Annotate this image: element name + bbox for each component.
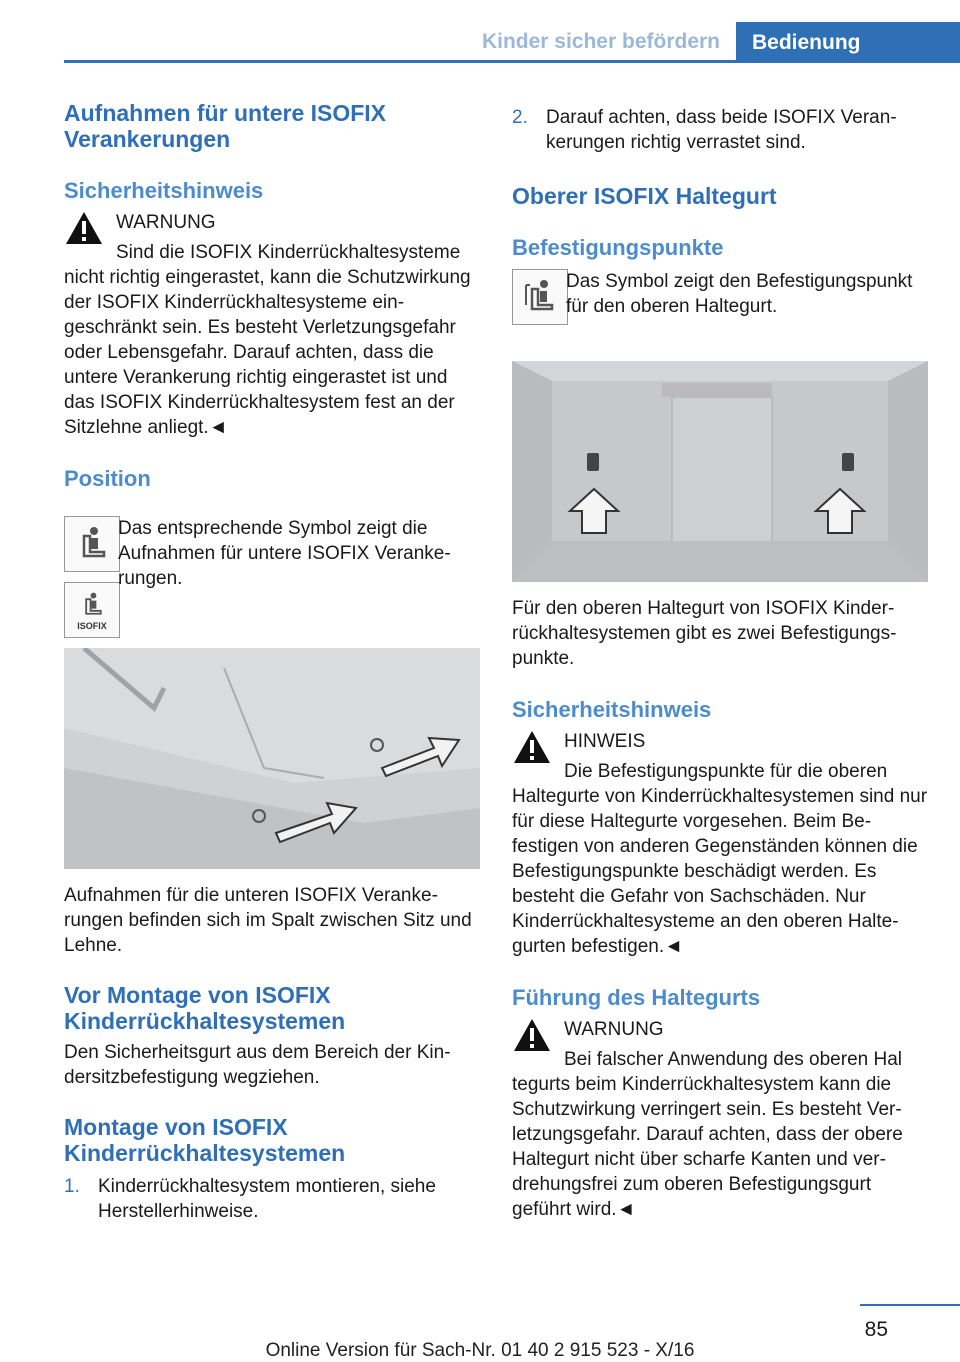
warning-text: tegurts beim Kinderrückhaltesystem kann die Schutzwirkung verringert sein. Es besteht Verletzungsgefahr. Darauf achten, dass der obere Haltegurt nicht über scharfe Kanten und verdrehungsfrei zum oberen Befestigungsgurt geführt wird.◄ — [512, 1074, 903, 1220]
trunk-illustration — [512, 361, 928, 582]
montage-steps-right — [512, 105, 928, 155]
running-header-tab: Bedienung — [736, 22, 960, 63]
hinweis-block — [512, 729, 928, 959]
hinweis-label: HINWEIS — [564, 731, 646, 752]
online-version-footer: Online Version für Sach-Nr. 01 40 2 915 523 - X/16 — [265, 1340, 695, 1361]
page-number: 85 — [864, 1318, 888, 1341]
heading-oberer-haltegurt: Oberer ISOFIX Haltegurt — [512, 183, 777, 209]
warning-block-right — [512, 1017, 928, 1222]
footer-rule — [860, 1304, 960, 1306]
warning-triangle-icon — [512, 729, 552, 765]
warning-text: nicht richtig eingerastet, kann die Schutzwirkung der ISOFIX Kinderrückhaltesysteme eingeschränkt sein. Es besteht Verletzungsgefahr oder Lebensgefahr. Darauf achten, dass die untere Verankerung richtig eingerastet ist und das ISOFIX Kinderrückhaltesystem fest an der Sitzlehne anliegt.◄ — [64, 267, 471, 438]
warning-triangle-icon — [512, 1017, 552, 1053]
step-number: 1. — [64, 1176, 80, 1197]
befestigung-text: Das Symbol zeigt den Befestigungspunkt für den oberen Haltegurt. — [566, 271, 913, 317]
heading-fuehrung: Führung des Haltegurts — [512, 985, 761, 1010]
montage-steps-left — [64, 1174, 480, 1224]
running-header-section: Kinder sicher befördern — [481, 30, 720, 53]
heading-sicherheitshinweis-right: Sicherheitshinweis — [512, 697, 712, 722]
step-text: Kinderrückhaltesystem montieren, siehe Herstellerhinweise. — [98, 1176, 436, 1222]
warning-label: WARNUNG — [116, 212, 216, 233]
step-number: 2. — [512, 107, 528, 128]
heading-aufnahmen: Aufnahmen für untere ISOFIX Verankerungen — [64, 100, 387, 152]
warning-text-first-line: Sind die ISOFIX Kinderrückhaltesysteme — [116, 242, 461, 263]
hinweis-text-first-line: Die Befestigungspunkte für die oberen — [564, 761, 888, 782]
warning-block — [64, 210, 480, 440]
befestigung-symbol-block — [512, 263, 928, 341]
warning-label: WARNUNG — [564, 1019, 664, 1040]
heading-sicherheitshinweis: Sicherheitshinweis — [64, 178, 264, 203]
list-item — [512, 105, 928, 155]
list-item — [64, 1174, 480, 1224]
child-seat-isofix-icon — [76, 589, 108, 621]
hinweis-text: Haltegurte von Kinderrückhaltesystemen sind nur für diese Haltegurte vorgesehen. Beim Befestigen von anderen Gegenständen können die Befestigungspunkte beschädigt werden. Es besteht die Gefahr von Sachschäden. Nur Kinderrückhaltesysteme an den oberen Haltegurten befestigen.◄ — [512, 786, 928, 957]
position-symbol-block — [64, 496, 480, 631]
heading-position: Position — [64, 466, 151, 491]
photo-caption-tether: Für den oberen Haltegurt von ISOFIX Kinderrückhaltesystemen gibt es zwei Befestigungspunkte. — [512, 598, 897, 669]
step-text: Darauf achten, dass beide ISOFIX Verankerungen richtig verrastet sind. — [546, 107, 897, 153]
right-column — [512, 100, 928, 1222]
isofix-badge-label: ISOFIX — [77, 621, 107, 631]
photo-caption-lower: Aufnahmen für die unteren ISOFIX Verankerungen befinden sich im Spalt zwischen Sitz und Lehne. — [64, 885, 472, 956]
warning-triangle-icon — [64, 210, 104, 246]
heading-montage: Montage von ISOFIX Kinderrückhaltesystemen — [64, 1114, 346, 1166]
left-column — [64, 100, 480, 1224]
tether-anchor-photo — [512, 361, 928, 582]
header-rule — [64, 60, 960, 63]
seat-illustration — [64, 648, 480, 869]
heading-befestigungspunkte: Befestigungspunkte — [512, 235, 724, 260]
position-text: Das entsprechende Symbol zeigt die Aufnahmen für untere ISOFIX Verankerungen. — [118, 518, 451, 589]
heading-vor-montage: Vor Montage von ISOFIX Kinderrückhaltesystemen — [64, 982, 346, 1034]
warning-text-first-line: Bei falscher Anwendung des oberen Hal — [564, 1049, 903, 1070]
vor-montage-text: Den Sicherheitsgurt aus dem Bereich der Kindersitzbefestigung wegziehen. — [64, 1042, 451, 1088]
isofix-lower-anchor-photo — [64, 648, 480, 869]
